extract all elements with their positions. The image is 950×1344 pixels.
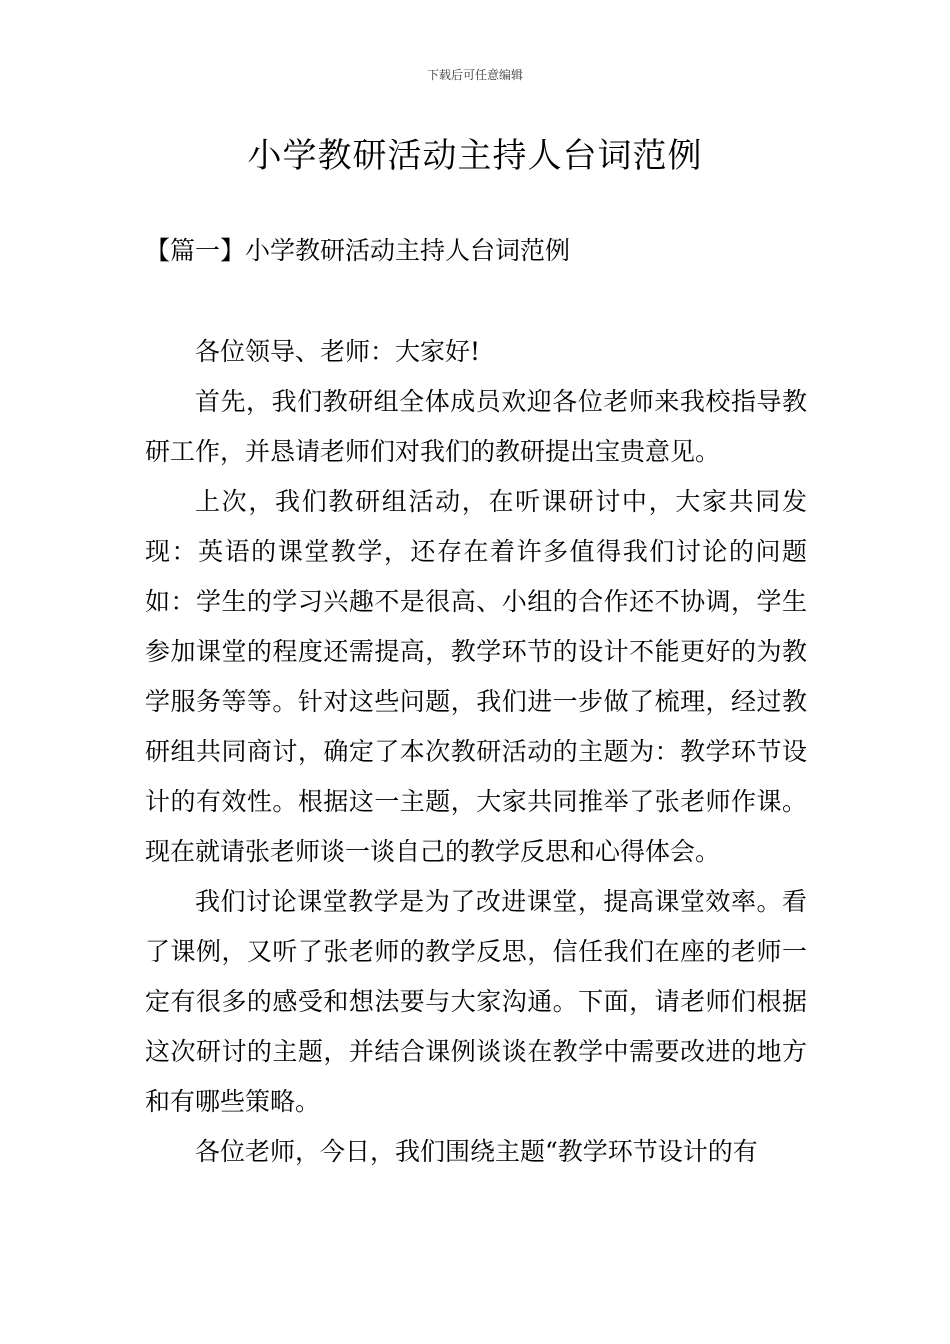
paragraph-closing: 各位老师，今日，我们围绕主题“教学环节设计的有 <box>195 1137 758 1166</box>
paragraph-discussion: 我们讨论课堂教学是为了改进课堂，提高课堂效率。看了课例，又听了张老师的教学反思，信任我们在座的老师一定有很多的感受和想法要与大家沟通。下面，请老师们根据这次研讨的主题，并结合课例谈谈在教学中需要改进的地方和有哪些策略。 <box>145 887 807 1116</box>
body-text <box>145 327 807 1177</box>
section-heading: 【篇一】小学教研活动主持人台词范例 <box>145 236 571 265</box>
paragraph-background: 上次，我们教研组活动，在听课研讨中，大家共同发现：英语的课堂教学，还存在着许多值得我们讨论的问题如：学生的学习兴趣不是很高、小组的合作还不协调，学生参加课堂的程度还需提高，教学环节的设计不能更好的为教学服务等等。针对这些问题，我们进一步做了梳理，经过教研组共同商讨，确定了本次教研活动的主题为：教学环节设计的有效性。根据这一主题，大家共同推举了张老师作课。现在就请张老师谈一谈自己的教学反思和心得体会。 <box>145 487 807 866</box>
document-title: 小学教研活动主持人台词范例 <box>247 136 703 176</box>
header-note: 下载后可任意编辑 <box>426 68 523 82</box>
paragraph-welcome: 首先，我们教研组全体成员欢迎各位老师来我校指导教研工作，并恳请老师们对我们的教研提出宝贵意见。 <box>145 387 807 466</box>
paragraph-greeting: 各位领导、老师：大家好! <box>195 337 481 366</box>
